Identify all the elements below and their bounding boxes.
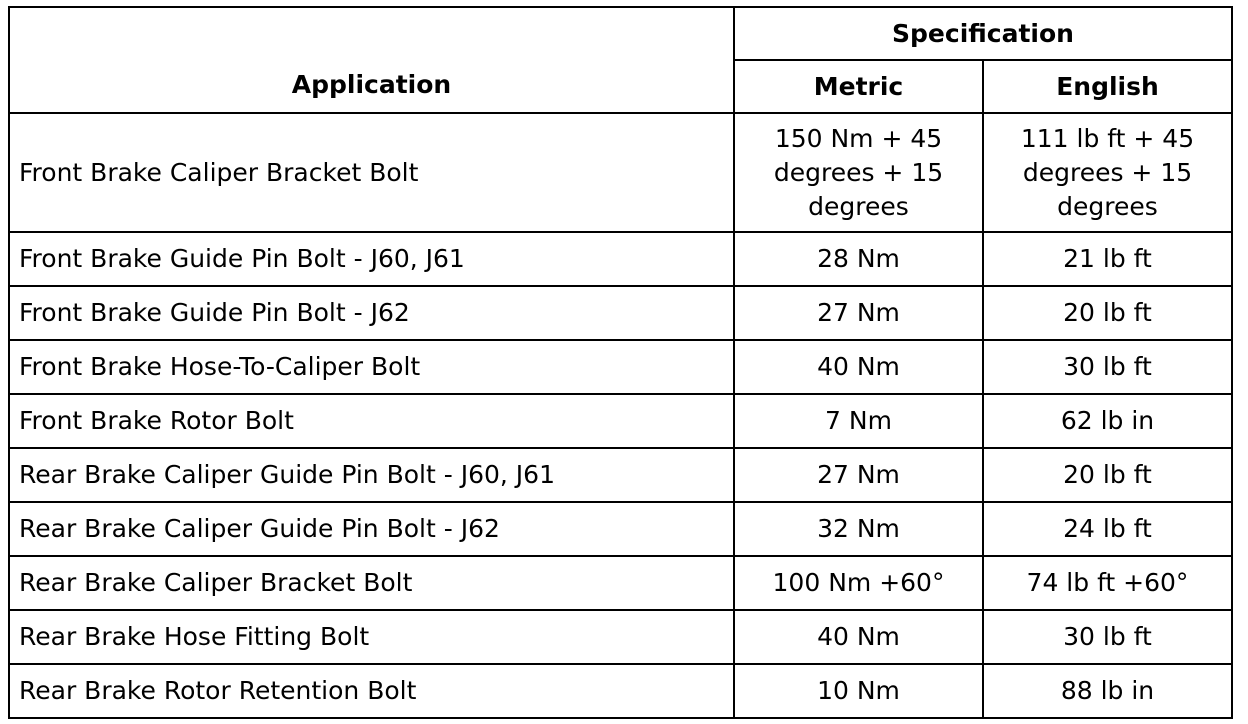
application-header: Application	[9, 7, 734, 113]
metric-cell: 28 Nm	[734, 232, 983, 286]
table-row	[9, 286, 1232, 340]
application-cell: Front Brake Rotor Bolt	[9, 394, 734, 448]
table-row	[9, 113, 1232, 232]
english-cell: 21 lb ft	[983, 232, 1232, 286]
application-cell: Rear Brake Rotor Retention Bolt	[9, 664, 734, 718]
metric-cell: 27 Nm	[734, 448, 983, 502]
english-cell: 20 lb ft	[983, 448, 1232, 502]
metric-cell: 40 Nm	[734, 610, 983, 664]
application-cell: Front Brake Caliper Bracket Bolt	[9, 113, 734, 232]
english-cell: 88 lb in	[983, 664, 1232, 718]
application-cell: Front Brake Guide Pin Bolt - J60, J61	[9, 232, 734, 286]
metric-cell: 27 Nm	[734, 286, 983, 340]
metric-cell: 10 Nm	[734, 664, 983, 718]
metric-header: Metric	[734, 60, 983, 113]
table-row	[9, 232, 1232, 286]
table-row	[9, 556, 1232, 610]
english-header: English	[983, 60, 1232, 113]
english-cell: 20 lb ft	[983, 286, 1232, 340]
metric-cell: 7 Nm	[734, 394, 983, 448]
application-cell: Rear Brake Hose Fitting Bolt	[9, 610, 734, 664]
application-cell: Rear Brake Caliper Bracket Bolt	[9, 556, 734, 610]
english-cell: 62 lb in	[983, 394, 1232, 448]
metric-cell: 40 Nm	[734, 340, 983, 394]
english-cell: 111 lb ft + 45 degrees + 15 degrees	[983, 113, 1232, 232]
english-cell: 30 lb ft	[983, 340, 1232, 394]
metric-cell: 150 Nm + 45 degrees + 15 degrees	[734, 113, 983, 232]
table-row	[9, 448, 1232, 502]
application-cell: Front Brake Guide Pin Bolt - J62	[9, 286, 734, 340]
table-row	[9, 664, 1232, 718]
english-cell: 30 lb ft	[983, 610, 1232, 664]
table-row	[9, 610, 1232, 664]
english-cell: 24 lb ft	[983, 502, 1232, 556]
table-row	[9, 340, 1232, 394]
application-cell: Front Brake Hose-To-Caliper Bolt	[9, 340, 734, 394]
table-row	[9, 502, 1232, 556]
specification-header: Specification	[734, 7, 1232, 60]
table-row	[9, 394, 1232, 448]
english-cell: 74 lb ft +60°	[983, 556, 1232, 610]
torque-specification-table	[8, 6, 1233, 719]
metric-cell: 100 Nm +60°	[734, 556, 983, 610]
application-cell: Rear Brake Caliper Guide Pin Bolt - J62	[9, 502, 734, 556]
metric-cell: 32 Nm	[734, 502, 983, 556]
application-cell: Rear Brake Caliper Guide Pin Bolt - J60, J61	[9, 448, 734, 502]
